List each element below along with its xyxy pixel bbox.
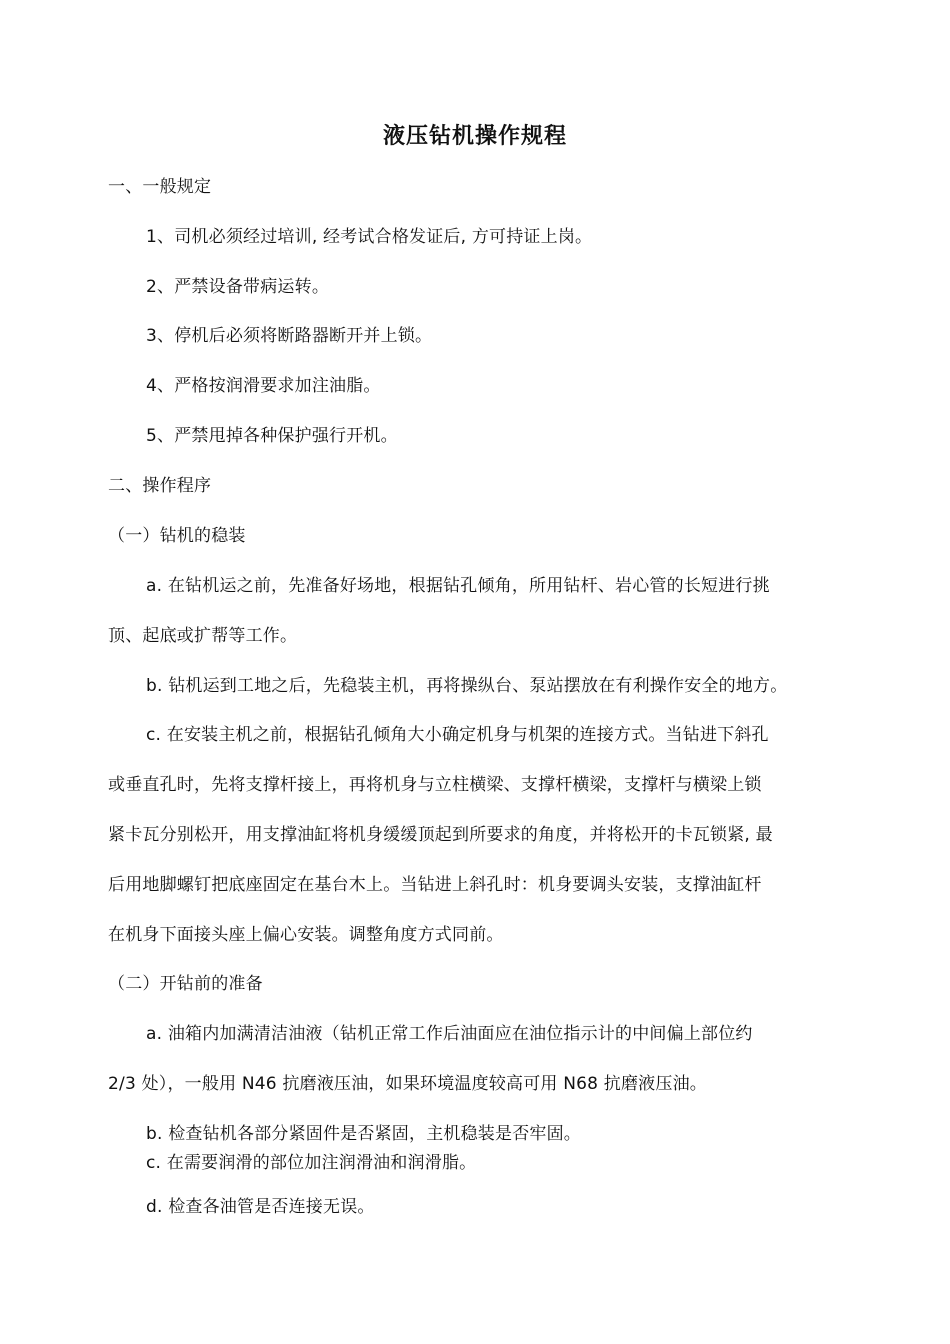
subsection-heading-preparation: （二）开钻前的准备 [108,974,263,994]
rule-item-5: 5、严禁甩掉各种保护强行开机。 [146,426,398,446]
rule-item-3: 3、停机后必须将断路器断开并上锁。 [146,326,433,346]
installation-b: b. 钻机运到工地之后，先稳装主机，再将操纵台、泵站摆放在有利操作安全的地方。 [146,676,788,696]
document-title: 液压钻机操作规程 [382,124,567,149]
rule-item-4: 4、严格按润滑要求加注油脂。 [146,376,381,396]
preparation-a-line-2: 2/3 处），一般用 N46 抗磨液压油，如果环境温度较高可用 N68 抗磨液压油。 [108,1074,707,1094]
section-heading-operating-procedure: 二、操作程序 [108,476,212,496]
preparation-c: c. 在需要润滑的部位加注润滑油和润滑脂。 [146,1153,477,1173]
subsection-heading-installation: （一）钻机的稳装 [108,526,246,546]
installation-c-line-4: 后用地脚螺钉把底座固定在基台木上。当钻进上斜孔时：机身要调头安装，支撑油缸杆 [108,875,762,895]
installation-c-line-3: 紧卡瓦分别松开，用支撑油缸将机身缓缓顶起到所要求的角度，并将松开的卡瓦锁紧, 最 [108,825,773,845]
installation-c-line-5: 在机身下面接头座上偏心安装。调整角度方式同前。 [108,925,504,945]
installation-c-line-1: c. 在安装主机之前，根据钻孔倾角大小确定机身与机架的连接方式。当钻进下斜孔 [146,725,769,745]
preparation-a-line-1: a. 油箱内加满清洁油液（钻机正常工作后油面应在油位指示计的中间偏上部位约 [146,1024,753,1044]
installation-a-line-1: a. 在钻机运之前，先准备好场地，根据钻孔倾角，所用钻杆、岩心管的长短进行挑 [146,576,770,596]
installation-c-line-2: 或垂直孔时，先将支撑杆接上，再将机身与立柱横梁、支撑杆横梁，支撑杆与横梁上锁 [108,775,762,795]
rule-item-1: 1、司机必须经过培训, 经考试合格发证后, 方可持证上岗。 [146,227,593,247]
rule-item-2: 2、严禁设备带病运转。 [146,277,330,297]
section-heading-general-rules: 一、一般规定 [108,177,212,197]
preparation-b: b. 检查钻机各部分紧固件是否紧固，主机稳装是否牢固。 [146,1124,581,1144]
preparation-d: d. 检查各油管是否连接无误。 [146,1197,375,1217]
installation-a-line-2: 顶、起底或扩帮等工作。 [108,626,298,646]
